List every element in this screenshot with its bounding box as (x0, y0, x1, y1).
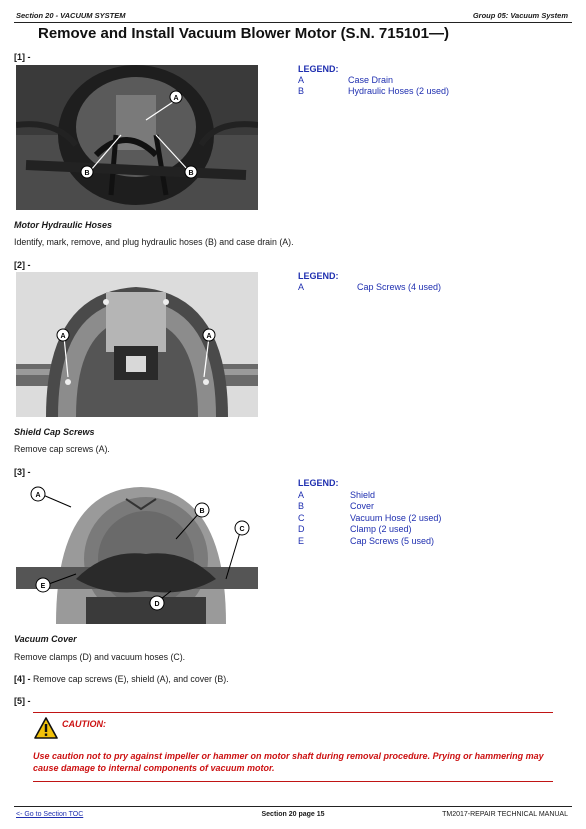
legend-text: Hydraulic Hoses (2 used) (348, 86, 450, 96)
step-3-label: [3] - (14, 467, 31, 477)
page-title: Remove and Install Vacuum Blower Motor (S.N. 715101—) (38, 25, 449, 42)
caution-bottom-rule (33, 781, 553, 782)
legend-2 (298, 271, 339, 281)
step-1-instruction: Identify, mark, remove, and plug hydraulic hoses (B) and case drain (A). (14, 237, 294, 247)
callout-label: E (40, 583, 46, 590)
caution-top-rule (33, 712, 553, 713)
legend-key: A (298, 75, 305, 85)
shield-cap-screws-photo (16, 272, 258, 417)
page-number: Section 20 page 15 (261, 811, 325, 818)
legend-1-row (298, 86, 449, 96)
section-header: Section 20 - VACUUM SYSTEM (16, 11, 126, 20)
legend-text: Cap Screws (4 used) (357, 282, 442, 292)
step-1-label: [1] - (14, 52, 31, 62)
legend-3 (298, 478, 339, 488)
step-4 (14, 674, 229, 684)
callout-label: A (60, 333, 66, 340)
legend-1 (298, 64, 339, 74)
manual-name: TM2017-REPAIR TECHNICAL MANUAL (442, 811, 568, 818)
vacuum-cover-photo (16, 479, 258, 624)
legend-text: Cap Screws (5 used) (350, 536, 435, 546)
legend-key: B (298, 501, 305, 511)
caution-title: CAUTION: (62, 719, 106, 729)
step-4-label: [4] - (14, 674, 31, 684)
figure-1-caption: Motor Hydraulic Hoses (14, 220, 113, 230)
footer-rule (14, 806, 572, 807)
legend-key: A (298, 282, 305, 292)
motor-hydraulic-hoses-photo (16, 65, 258, 210)
callout-label: A (206, 333, 212, 340)
legend-key: B (298, 86, 305, 96)
legend-3-row (298, 536, 434, 546)
figure-3-caption: Vacuum Cover (14, 634, 77, 644)
callout-label: B (84, 170, 90, 177)
legend-title: LEGEND: (298, 271, 339, 281)
step-4-instruction: Remove cap screws (E), shield (A), and cover (B). (33, 674, 229, 684)
step-2-instruction: Remove cap screws (A). (14, 444, 110, 454)
legend-1-row (298, 75, 393, 85)
legend-text: Vacuum Hose (2 used) (350, 513, 442, 523)
step-3-instruction: Remove clamps (D) and vacuum hoses (C). (14, 652, 186, 662)
caution-text: Use caution not to pry against impeller or hammer on motor shaft during removal procedure. Prying or hammering may cause damage to internal components of vacuum motor. (33, 751, 544, 773)
figure-2-caption: Shield Cap Screws (14, 427, 95, 437)
callout-label: A (35, 492, 41, 499)
callout-label: D (154, 601, 160, 608)
legend-3-row (298, 524, 412, 534)
callout-label: B (199, 508, 205, 515)
legend-text: Clamp (2 used) (350, 524, 412, 534)
legend-key: A (298, 490, 305, 500)
callout-label: B (188, 170, 194, 177)
legend-2-row (298, 282, 441, 292)
legend-3-row (298, 501, 374, 511)
legend-key: C (298, 513, 305, 523)
warning-icon (34, 717, 58, 744)
callout-label: C (239, 526, 245, 533)
legend-title: LEGEND: (298, 64, 339, 74)
legend-title: LEGEND: (298, 478, 339, 488)
legend-text: Case Drain (348, 75, 394, 85)
callout-label: A (173, 95, 179, 102)
step-2-label: [2] - (14, 260, 31, 270)
legend-text: Shield (350, 490, 376, 500)
legend-text: Cover (350, 501, 375, 511)
header-rule (14, 22, 572, 23)
section-toc-link[interactable]: <- Go to Section TOC (16, 811, 84, 818)
legend-key: E (298, 536, 305, 546)
legend-3-row (298, 490, 375, 500)
legend-key: D (298, 524, 305, 534)
step-5-label: [5] - (14, 696, 31, 706)
legend-3-row (298, 513, 441, 523)
group-header: Group 05: Vacuum System (472, 11, 568, 20)
